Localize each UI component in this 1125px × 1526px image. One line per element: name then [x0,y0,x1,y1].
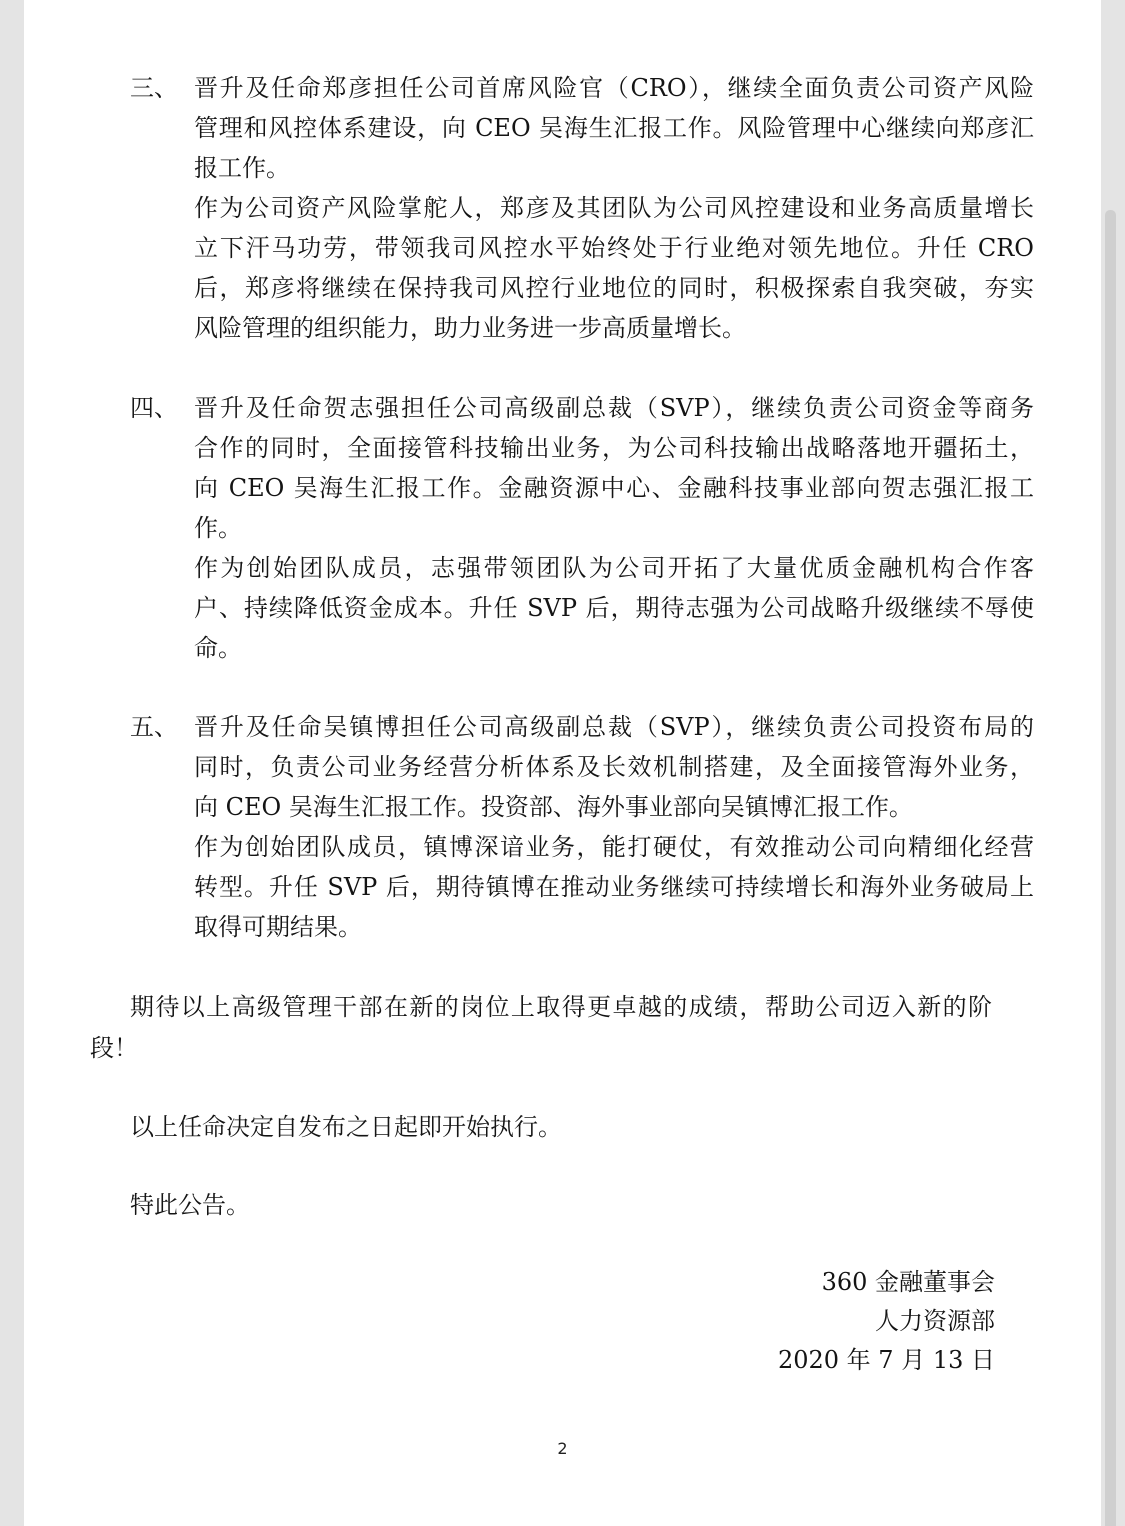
paragraph-line: 风险管理的组织能力，助力业务进一步高质量增长。 [194,314,746,342]
paragraph-line: 晋升及任命贺志强担任公司高级副总裁（SVP），继续负责公司资金等商务 [194,394,1034,422]
paragraph-line: 管理和风控体系建设，向 CEO 吴海生汇报工作。风险管理中心继续向郑彦汇 [194,114,1034,142]
signature-dept: 人力资源部 [875,1307,995,1335]
paragraph-line: 后，郑彦将继续在保持我司风控行业地位的同时，积极探索自我突破，夯实 [194,274,1034,302]
paragraph-line: 作。 [194,514,242,542]
paragraph-line: 取得可期结果。 [194,913,362,941]
announcement-statement: 特此公告。 [130,1191,250,1219]
effective-statement: 以上任命决定自发布之日起即开始执行。 [130,1113,562,1141]
paragraph-line: 晋升及任命郑彦担任公司首席风险官（CRO），继续全面负责公司资产风险 [194,74,1034,102]
paragraph-line: 报工作。 [194,154,290,182]
section-number: 五、 [130,713,178,741]
signature-org: 360 金融董事会 [821,1268,995,1296]
paragraph-line: 晋升及任命吴镇博担任公司高级副总裁（SVP），继续负责公司投资布局的 [194,713,1034,741]
paragraph-line: 户、持续降低资金成本。升任 SVP 后，期待志强为公司战略升级继续不辱使 [194,594,1034,622]
paragraph-line: 命。 [194,634,242,662]
scrollbar[interactable] [1105,210,1116,1526]
paragraph-line: 合作的同时，全面接管科技输出业务，为公司科技输出战略落地开疆拓土， [194,434,1034,462]
paragraph-line: 作为公司资产风险掌舵人，郑彦及其团队为公司风控建设和业务高质量增长 [194,194,1034,222]
paragraph-line: 向 CEO 吴海生汇报工作。投资部、海外事业部向吴镇博汇报工作。 [194,793,913,821]
paragraph-line: 转型。升任 SVP 后，期待镇博在推动业务继续可持续增长和海外业务破局上 [194,873,1034,901]
paragraph-line: 立下汗马功劳，带领我司风控水平始终处于行业绝对领先地位。升任 CRO [194,234,1034,262]
closing-expectation-line: 期待以上高级管理干部在新的岗位上取得更卓越的成绩，帮助公司迈入新的阶 [130,993,992,1021]
signature-date: 2020 年 7 月 13 日 [777,1346,995,1374]
paragraph-line: 作为创始团队成员，志强带领团队为公司开拓了大量优质金融机构合作客 [194,554,1034,582]
section-number: 三、 [130,74,178,102]
paragraph-line: 向 CEO 吴海生汇报工作。金融资源中心、金融科技事业部向贺志强汇报工 [194,474,1034,502]
paragraph-line: 同时，负责公司业务经营分析体系及长效机制搭建，及全面接管海外业务， [194,753,1034,781]
section-number: 四、 [130,394,178,422]
closing-expectation-line: 段！ [90,1034,138,1062]
page-number: 2 [557,1439,568,1458]
paragraph-line: 作为创始团队成员，镇博深谙业务，能打硬仗，有效推动公司向精细化经营 [194,833,1034,861]
